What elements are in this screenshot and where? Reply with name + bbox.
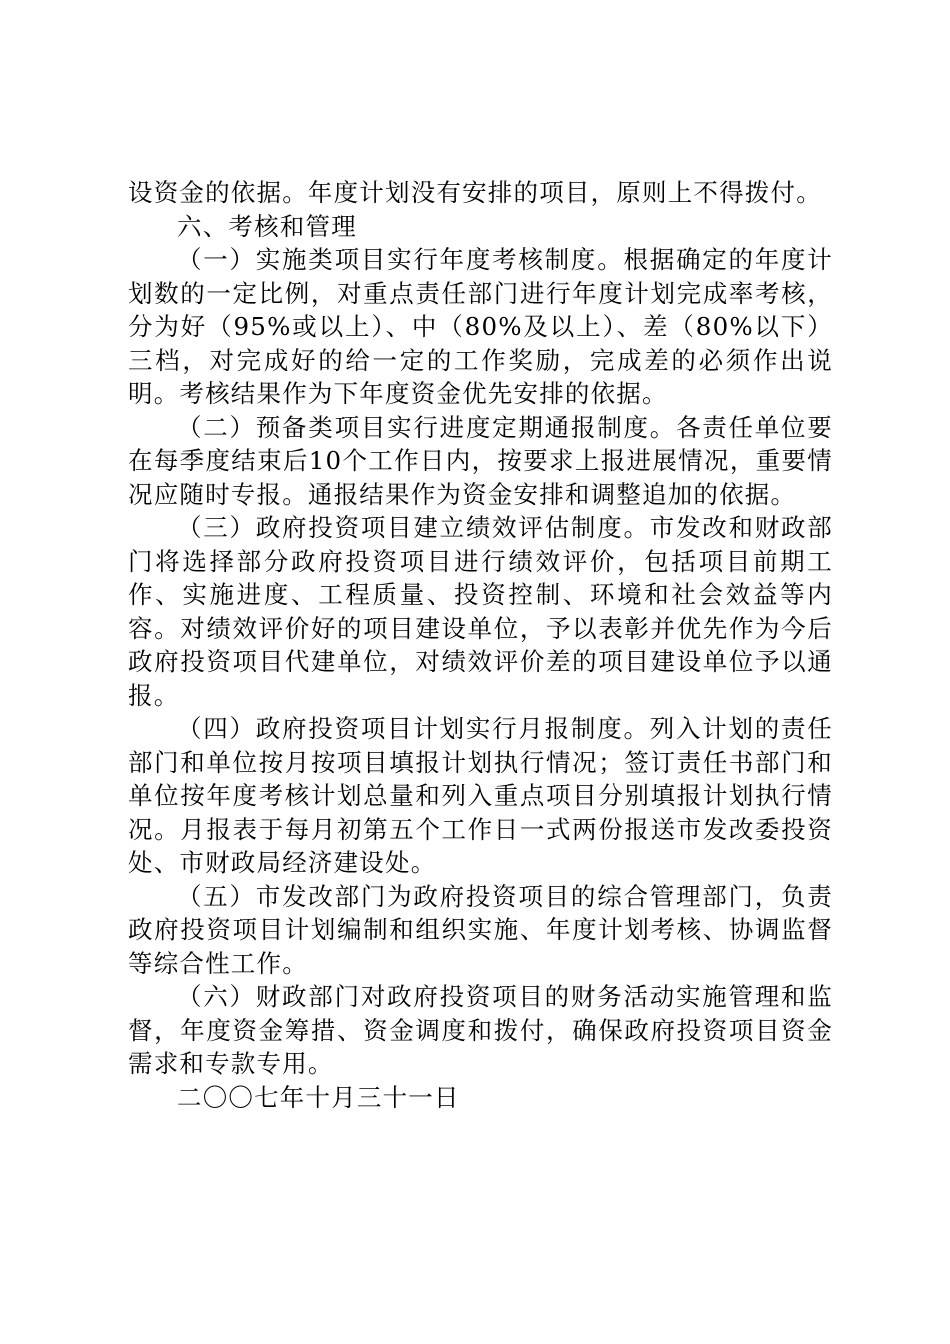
paragraph-2: （二）预备类项目实行进度定期通报制度。各责任单位要在每季度结束后10个工作日内，按要求上报进展情况，重要情况应随时专报。通报结果作为资金安排和调整追加的依据。 [128, 412, 833, 509]
paragraph-5: （五）市发改部门为政府投资项目的综合管理部门，负责政府投资项目计划编制和组织实施、年度计划考核、协调监督等综合性工作。 [128, 881, 833, 978]
continuation-paragraph: 设资金的依据。年度计划没有安排的项目，原则上不得拨付。 [128, 178, 822, 207]
document-date: 二〇〇七年十月三十一日 [177, 1082, 460, 1112]
section-heading: 六、考核和管理 [177, 211, 357, 241]
document-body [128, 176, 833, 1114]
paragraph-3: （三）政府投资项目建立绩效评估制度。市发改和财政部门将选择部分政府投资项目进行绩效评价，包括项目前期工作、实施进度、工程质量、投资控制、环境和社会效益等内容。对绩效评价好的项目建设单位，予以表彰并优先作为今后政府投资项目代建单位，对绩效评价差的项目建设单位予以通报。 [128, 513, 833, 710]
paragraph-4: （四）政府投资项目计划实行月报制度。列入计划的责任部门和单位按月按项目填报计划执行情况；签订责任书部门和单位按年度考核计划总量和列入重点项目分别填报计划执行情况。月报表于每月初第五个工作日一式两份报送市发改委投资处、市财政局经济建设处。 [128, 714, 833, 877]
paragraph-1: （一）实施类项目实行年度考核制度。根据确定的年度计划数的一定比例，对重点责任部门进行年度计划完成率考核，分为好（95%或以上）、中（80%及以上）、差（80%以下）三档，对完成好的给一定的工作奖励，完成差的必须作出说明。考核结果作为下年度资金优先安排的依据。 [128, 245, 833, 408]
paragraph-6: （六）财政部门对政府投资项目的财务活动实施管理和监督，年度资金筹措、资金调度和拨付，确保政府投资项目资金需求和专款专用。 [128, 982, 833, 1078]
